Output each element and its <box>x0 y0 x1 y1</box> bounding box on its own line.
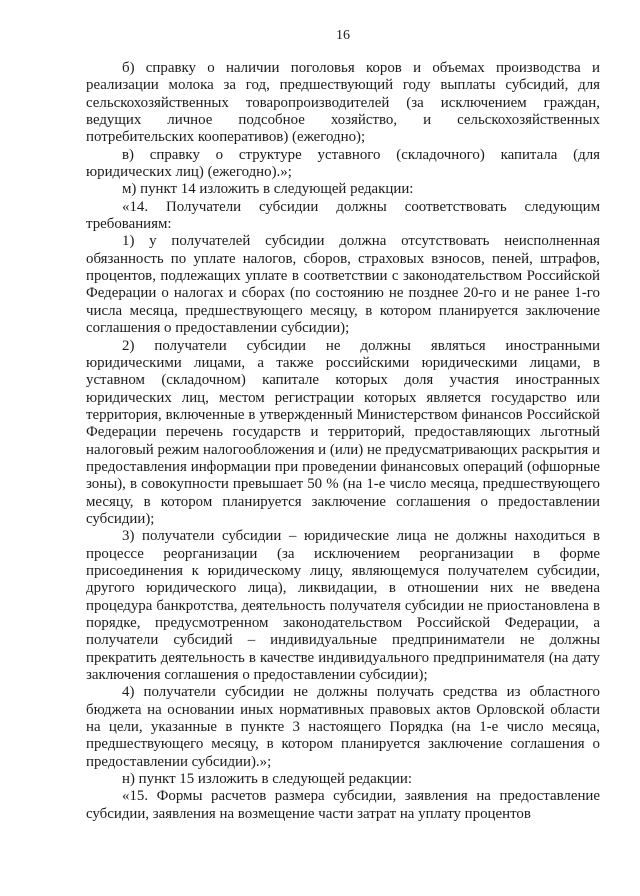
paragraph-item-15-text: «15. Формы расчетов размера субсидии, заявления на предоставление субсидии, заявления на возмещение части затрат на уплату процентов <box>86 788 600 822</box>
document-body <box>86 60 600 823</box>
paragraph-item-14-intro: «14. Получатели субсидии должны соответствовать следующим требованиям: <box>86 198 600 233</box>
paragraph-requirement-1: 1) у получателей субсидии должна отсутствовать неисполненная обязанность по уплате налогов, сборов, страховых взносов, пеней, штрафов, процентов, подлежащих уплате в соответствии с законодательством Российской Федерации о налогах и сборах (по состоянию не позднее 20-го и не ранее 1-го числа месяца, предшествующего месяцу, в котором планируется заключение соглашения о предоставлении субсидии); <box>86 233 600 337</box>
paragraph-m-item-14-heading: м) пункт 14 изложить в следующей редакции: <box>122 181 414 198</box>
paragraph-b-cow-certificate: б) справку о наличии поголовья коров и объемах производства и реализации молока за год, предшествующий году выплаты субсидий, для сельскохозяйственных товаропроизводителей (за исключением граждан, ведущих личное подсобное хозяйство, и сельскохозяйственных потребительских кооперативов) (ежегодно); <box>86 60 600 146</box>
page-number: 16 <box>336 28 350 43</box>
paragraph-v-capital-certificate: в) справку о структуре уставного (складочного) капитала (для юридических лиц) (ежегодно).»; <box>86 146 600 181</box>
paragraph-n-item-15-heading: н) пункт 15 изложить в следующей редакции: <box>122 771 412 788</box>
paragraph-requirement-4: 4) получатели субсидии не должны получать средства из областного бюджета на основании иных нормативных правовых актов Орловской области на цели, указанные в пункте 3 настоящего Порядка (на 1-е число месяца, предшествующего месяцу, в котором планируется заключение соглашения о предоставлении субсидии).»; <box>86 684 600 770</box>
paragraph-requirement-2: 2) получатели субсидии не должны являться иностранными юридическими лицами, а также российскими юридическими лицами, в уставном (складочном) капитале которых доля участия иностранных юридических лиц, местом регистрации которых является государство или территория, включенные в утвержденный Министерством финансов Российской Федерации перечень государств и территорий, предоставляющих льготный налоговый режим налогообложения и (или) не предусматривающих раскрытия и предоставления информации при проведении финансовых операций (офшорные зоны), в совокупности превышает 50 % (на 1-е число месяца, предшествующего месяцу, в котором планируется заключение соглашения о предоставлении субсидии); <box>86 337 600 527</box>
paragraph-requirement-3: 3) получатели субсидии – юридические лица не должны находиться в процессе реорганизации (за исключением реорганизации в форме присоединения к юридическому лицу, являющемуся получателем субсидии, другого юридического лица), ликвидации, в отношении них не введена процедура банкротства, деятельность получателя субсидии не приостановлена в порядке, предусмотренном законодательством Российской Федерации, а получатели субсидий – индивидуальные предприниматели не должны прекратить деятельность в качестве индивидуального предпринимателя (на дату заключения соглашения о предоставлении субсидии); <box>86 528 600 684</box>
